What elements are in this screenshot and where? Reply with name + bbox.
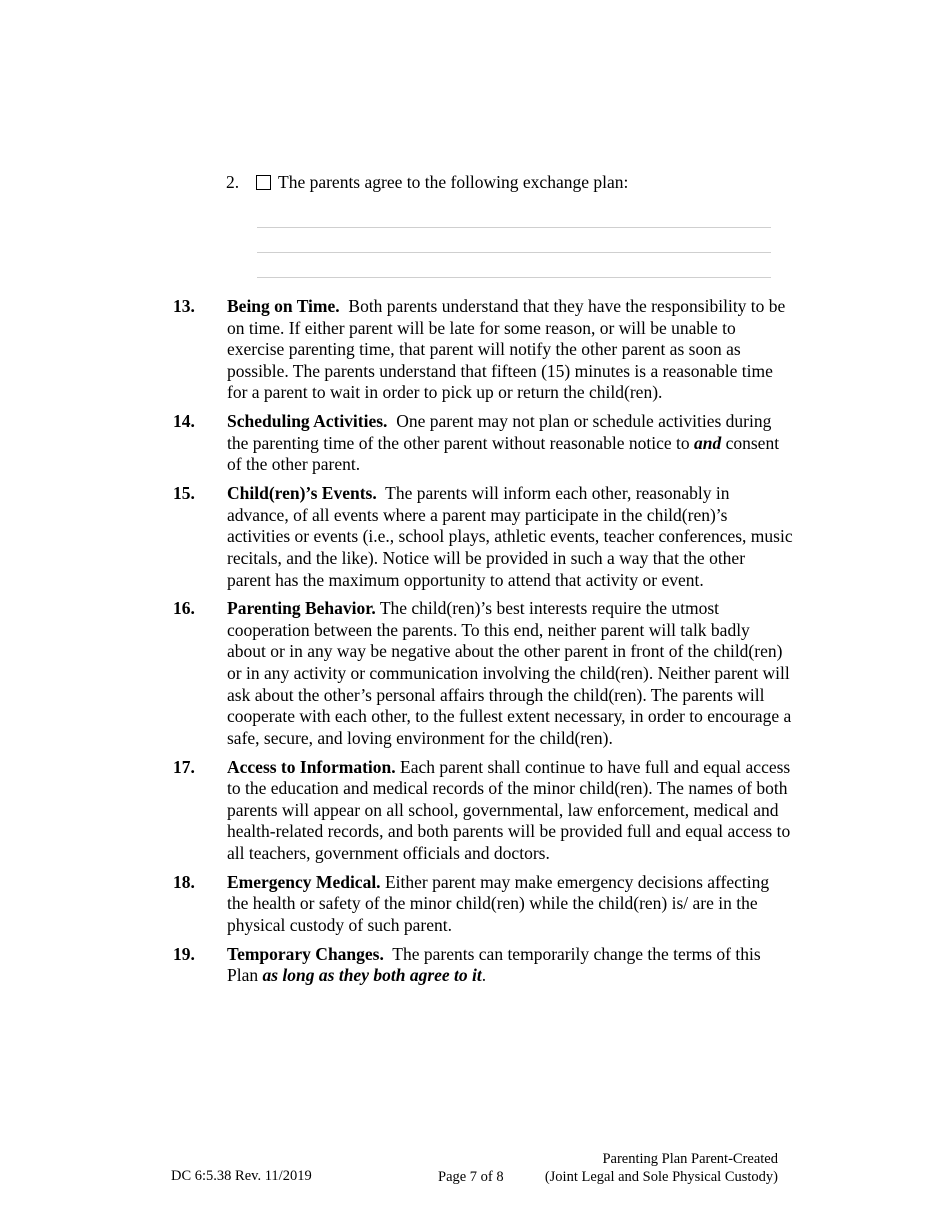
exchange-plan-line-3[interactable]: [257, 277, 771, 278]
item-emphasis: and: [694, 432, 722, 453]
item-being-on-time: [173, 296, 793, 404]
item-heading: Parenting Behavior.: [227, 598, 376, 619]
item-number: 18.: [173, 871, 195, 892]
item-text: One parent may not plan or schedule activities during the parenting time of the other parent without reasonable notice to: [227, 411, 772, 453]
item-emphasis: as long as they both agree to it: [262, 965, 482, 986]
exchange-plan-line-2[interactable]: [257, 252, 771, 253]
exchange-plan-label: The parents agree to the following exchange plan:: [278, 172, 629, 192]
item-body: [227, 944, 793, 987]
item-body: [227, 757, 793, 865]
item-body: [227, 872, 793, 937]
item-text: The parents can temporarily change the terms of this Plan: [227, 943, 761, 986]
item-body: [227, 598, 793, 749]
item-heading: Child(ren)’s Events.: [227, 483, 377, 504]
item-number: 14.: [173, 411, 195, 432]
exchange-plan-line-1[interactable]: [257, 227, 771, 228]
item-emergency-medical: [173, 872, 793, 937]
item-heading: Emergency Medical.: [227, 871, 381, 892]
footer-form-id: DC 6:5.38 Rev. 11/2019: [171, 1168, 312, 1184]
item-number: 19.: [173, 943, 195, 964]
item-body: [227, 296, 793, 404]
item-number: 15.: [173, 483, 195, 504]
item-number: 17.: [173, 756, 195, 777]
item-number: 13.: [173, 296, 195, 316]
item-text-after: consent of the other parent.: [227, 432, 780, 475]
item-text: Each parent shall continue to have full and equal access to the education and medical records of the minor child(ren). The names of both parents will appear on all school, governmental, law enforcement, medical and health-related records, and both parents will be provided full and equal access to all teachers, government officials and doctors.: [227, 756, 791, 863]
item-text: The child(ren)’s best interests require the utmost cooperation between the parents. To this end, neither parent will talk badly about or in any way be negative about the other parent in front of the child(ren) or in any activity or communication involving the child(ren). Neither parent will ask about the other’s personal affairs through the child(ren). The parents will cooperate with each other, to the fullest extent necessary, in order to encourage a safe, secure, and loving environment for the child(ren).: [227, 598, 792, 748]
item-temporary-changes: [173, 944, 793, 987]
item-childrens-events: [173, 483, 793, 591]
exchange-plan-checkbox[interactable]: [256, 175, 271, 190]
item-text: Both parents understand that they have the responsibility to be on time. If either parent will be late for some reason, or will be unable to exercise parenting time, that parent will notify the other parent as soon as possible. The parents understand that fifteen (15) minutes is a reasonable time for a parent to wait in order to pick up or return the child(ren).: [227, 296, 786, 403]
item-heading: Scheduling Activities.: [227, 411, 388, 432]
item-heading: Access to Information.: [227, 756, 396, 777]
item-text: The parents will inform each other, reasonably in advance, of all events where a parent may participate in the child(ren)’s activities or events (i.e., school plays, athletic events, teacher conferences, music recitals, and the like). Notice will be provided in such a way that the other parent has the maximum opportunity to attend that activity or event.: [227, 483, 793, 590]
item-access-to-information: [173, 757, 793, 865]
item-body: [227, 483, 793, 591]
item-body: [227, 411, 793, 476]
option-number: 2.: [226, 172, 240, 192]
exchange-plan-option: [226, 171, 628, 193]
footer-form-title: [545, 1150, 778, 1186]
item-number: 16.: [173, 598, 195, 619]
item-text-after: .: [481, 965, 487, 986]
footer-title-line-2: (Joint Legal and Sole Physical Custody): [544, 1169, 778, 1185]
item-scheduling-activities: [173, 411, 793, 476]
item-text: Either parent may make emergency decisions affecting the health or safety of the minor child(ren) while the child(ren) is/ are in the physical custody of such parent.: [227, 871, 770, 935]
footer-title-line-1: Parenting Plan Parent-Created: [602, 1151, 778, 1167]
item-heading: Being on Time.: [227, 296, 340, 316]
item-heading: Temporary Changes.: [227, 943, 384, 964]
plan-items: [173, 296, 793, 994]
footer-page-number: Page 7 of 8: [438, 1169, 504, 1185]
item-parenting-behavior: [173, 598, 793, 749]
